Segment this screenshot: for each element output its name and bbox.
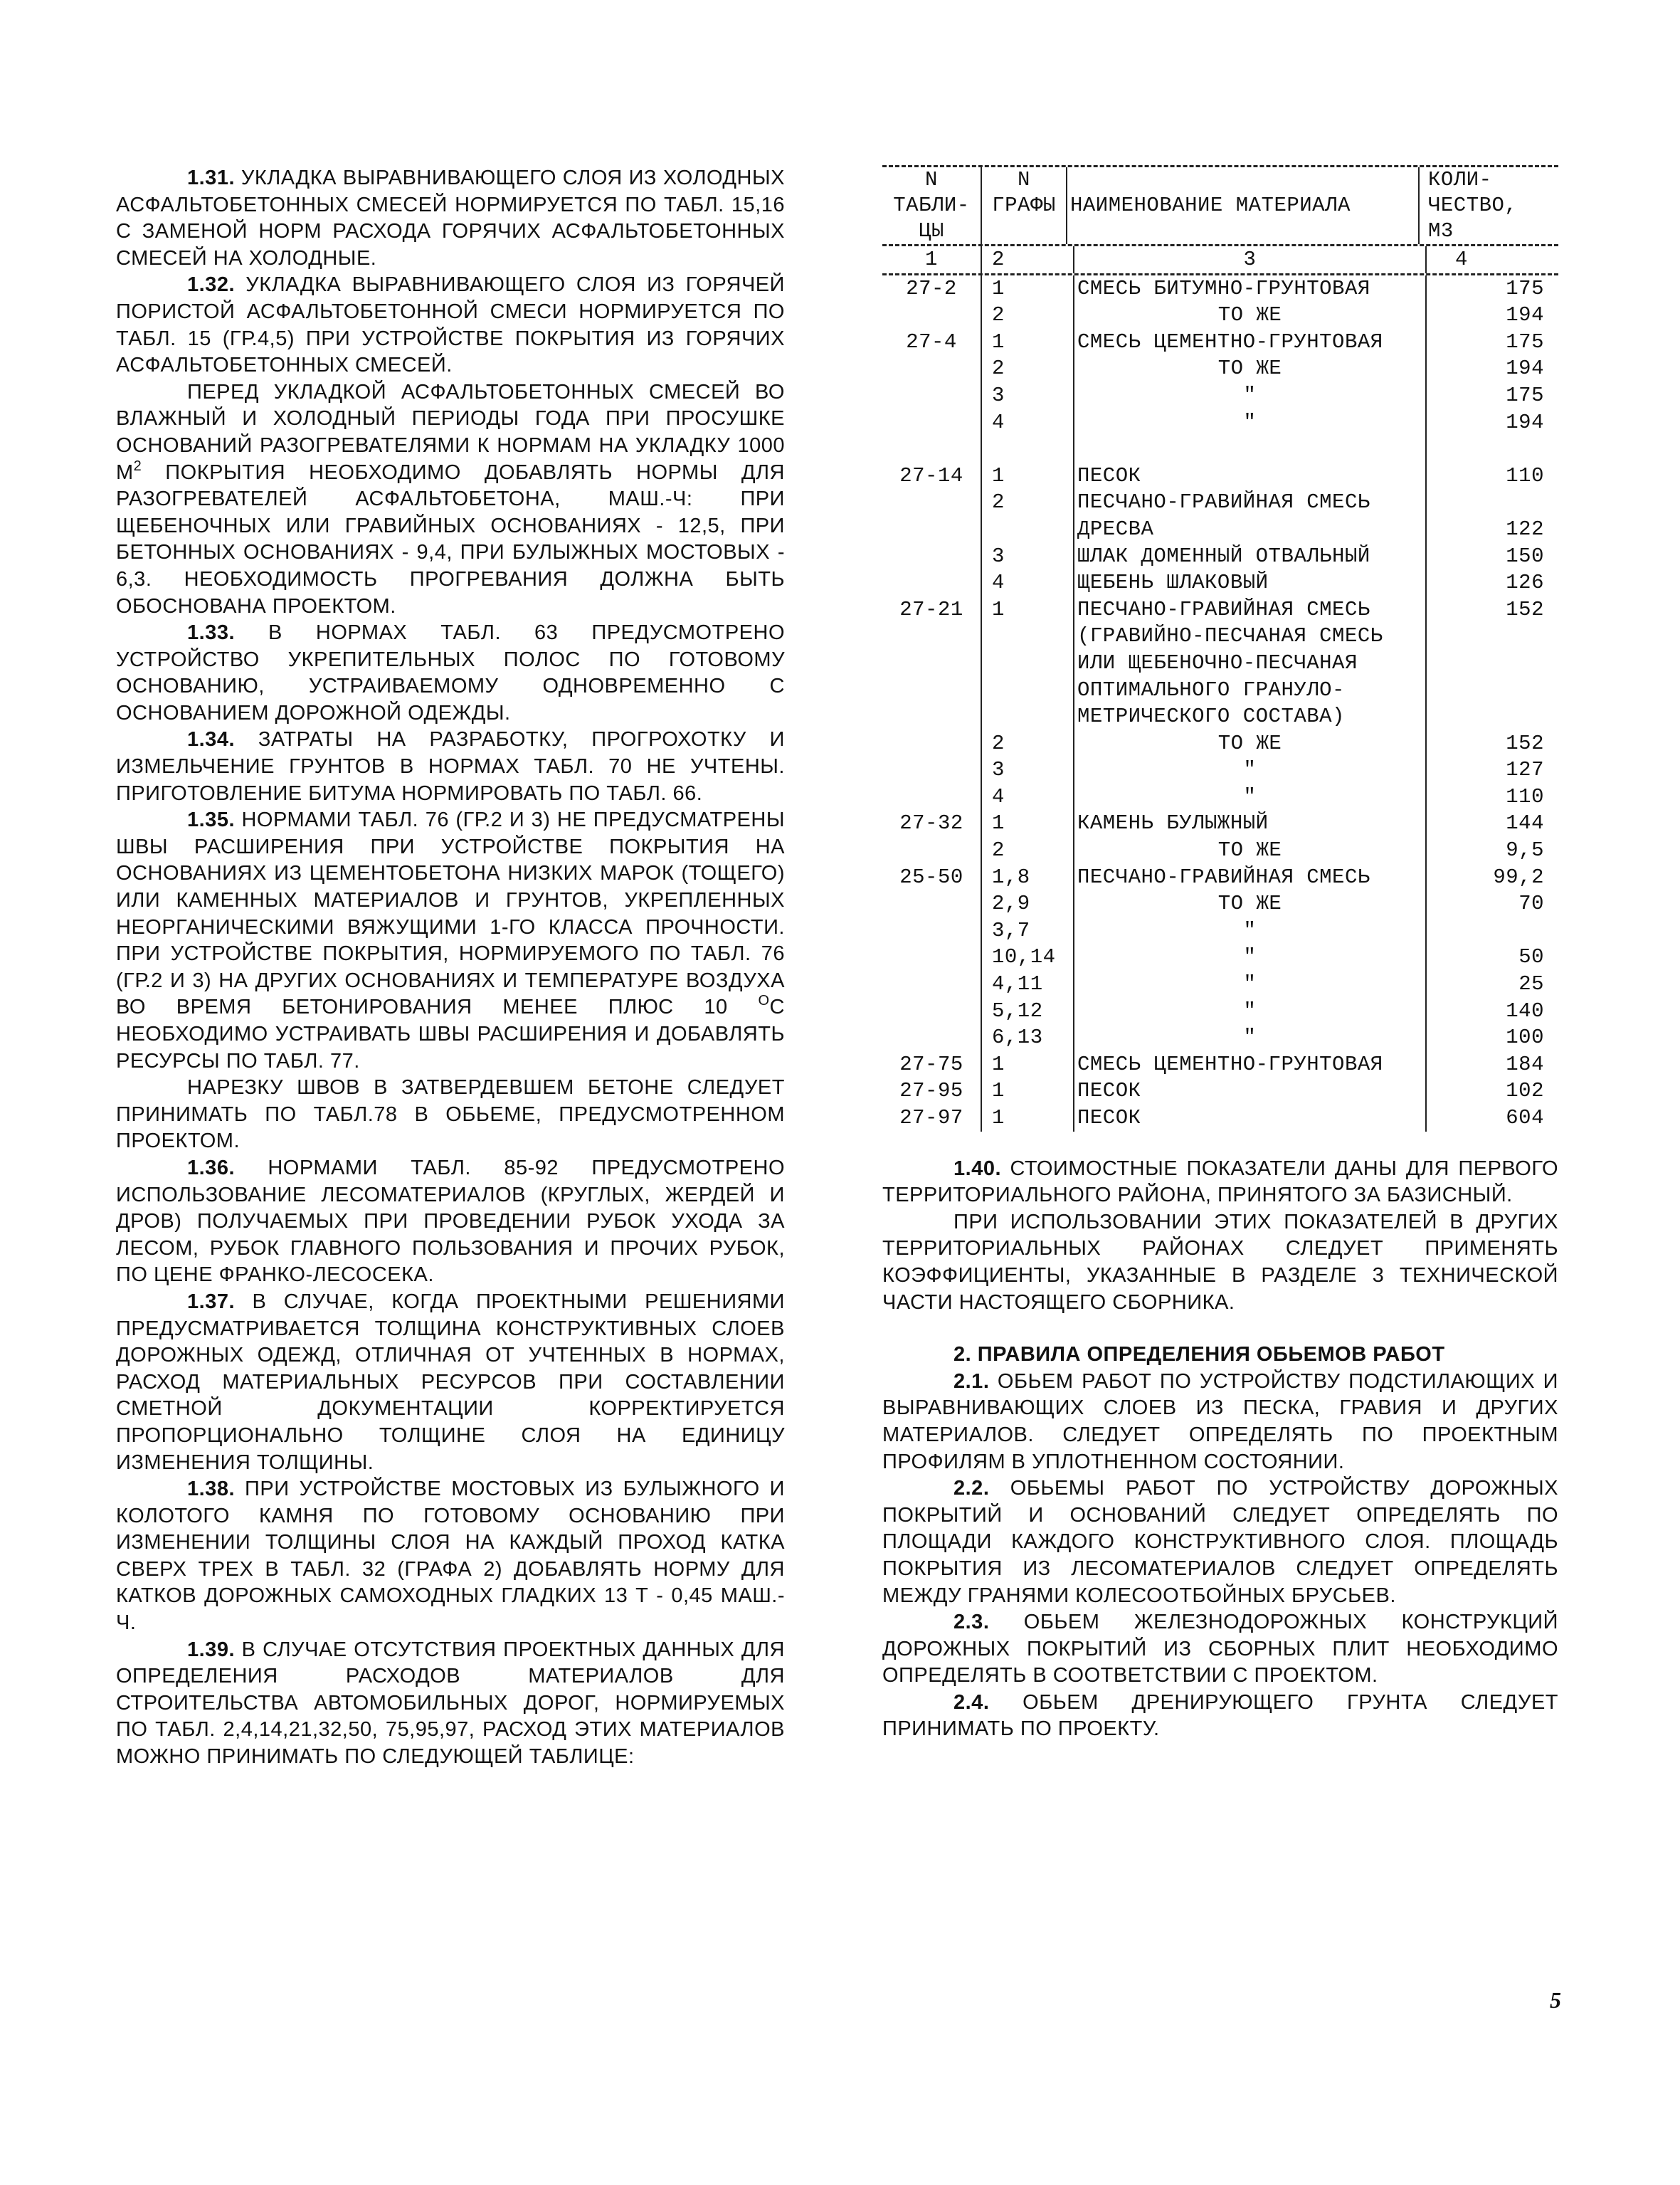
cell-column-number: [981, 436, 1074, 463]
table-row: [882, 971, 1558, 998]
cell-table-number: [882, 677, 981, 704]
cell-quantity: 126: [1506, 571, 1544, 595]
cell-column-number: 2: [981, 730, 1074, 757]
paragraph-1-35: 1.35. НОРМАМИ ТАБЛ. 76 (ГР.2 И 3) НЕ ПРЕДУСМАТРЕНЫ ШВЫ РАСШИРЕНИЯ ПРИ УСТРОЙСТВЕ ПОКРЫТИЯ НА ОСНОВАНИЯХ ИЗ ЦЕМЕНТОБЕТОНА НИЗКИХ МАРОК (ТОЩЕГО) ИЛИ КАМЕННЫХ МАТЕРИАЛОВ И ГРУНТОВ, УКРЕПЛЕННЫХ НЕОРГАНИЧЕСКИМИ ВЯЖУЩИМИ 1-ГО КЛАССА ПРОЧНОСТИ. ПРИ УСТРОЙСТВЕ ПОКРЫТИЯ, НОРМИРУЕМОГО ПО ТАБЛ. 76 (ГР.2 И 3) НА ДРУГИХ ОСНОВАНИЯХ И ТЕМПЕРАТУРЕ ВОЗДУХА ВО ВРЕМЯ БЕТОНИРОВАНИЯ МЕНЕЕ ПЛЮС 10 $^О$С НЕОБХОДИМО УСТРАИВАТЬ ШВЫ РАСШИРЕНИЯ И ДОБАВЛЯТЬ РЕСУРСЫ ПО ТАБЛ. 77.: [116, 809, 785, 1073]
cell-quantity: [1426, 436, 1558, 463]
cell-column-number: 2: [981, 489, 1074, 516]
table-row: [882, 917, 1558, 944]
paragraph-2-4: 2.4. ОБЬЕМ ДРЕНИРУЮЩЕГО ГРУНТА СЛЕДУЕТ ПРИНИМАТЬ ПО ПРОЕКТУ.: [882, 1690, 1558, 1741]
cell-quantity: 9,5: [1506, 838, 1544, 863]
cell-column-number: [981, 623, 1074, 650]
paragraph-regional-use: ПРИ ИСПОЛЬЗОВАНИИ ЭТИХ ПОКАЗАТЕЛЕЙ В ДРУГИХ ТЕРРИТОРИАЛЬНЫХ РАЙОНАХ СЛЕДУЕТ ПРИМЕНЯТЬ КОЭФФИЦИЕНТЫ, УКАЗАННЫЕ В РАЗДЕЛЕ 3 ТЕХНИЧЕСКОЙ ЧАСТИ НАСТОЯЩЕГО СБОРНИКА.: [882, 1210, 1558, 1314]
cell-material: ": [1074, 944, 1426, 971]
cell-column-number: [981, 703, 1074, 730]
cell-quantity: 175: [1506, 276, 1544, 300]
table-row: [882, 516, 1558, 543]
cell-column-number: 2: [981, 302, 1074, 329]
table-row: [882, 623, 1558, 650]
cell-table-number: [882, 890, 981, 917]
table-row: [882, 409, 1558, 436]
cell-material: ": [1074, 382, 1426, 409]
table-row: [882, 355, 1558, 382]
cell-table-number: [882, 650, 981, 677]
cell-column-number: [981, 650, 1074, 677]
cell-material: ТО ЖЕ: [1074, 730, 1426, 757]
cell-table-number: [882, 302, 981, 329]
cell-quantity: 122: [1506, 517, 1544, 541]
table-row: [882, 703, 1558, 730]
cell-quantity: 194: [1506, 303, 1544, 327]
right-column: [882, 165, 1558, 1743]
cell-column-number: 1: [981, 596, 1074, 623]
cell-quantity: 152: [1506, 731, 1544, 755]
table-row: [882, 757, 1558, 784]
table-row: [882, 730, 1558, 757]
cell-material: [1074, 436, 1426, 463]
cell-table-number: [882, 971, 981, 998]
cell-material: ": [1074, 409, 1426, 436]
cell-column-number: 3,7: [981, 917, 1074, 944]
cell-table-number: 27-97: [882, 1105, 981, 1132]
table-row: [882, 275, 1558, 302]
cell-table-number: 27-95: [882, 1078, 981, 1105]
cell-material: МЕТРИЧЕСКОГО СОСТАВА): [1074, 703, 1426, 730]
cell-material: ПЕСОК: [1074, 1078, 1426, 1105]
cell-column-number: [981, 677, 1074, 704]
cell-material: ДРЕСВА: [1074, 516, 1426, 543]
cell-table-number: [882, 489, 981, 516]
table-row: [882, 463, 1558, 490]
cell-quantity: 140: [1506, 999, 1544, 1023]
table-row: [882, 944, 1558, 971]
section-2-heading: 2. ПРАВИЛА ОПРЕДЕЛЕНИЯ ОБЬЕМОВ РАБОТ: [953, 1343, 1445, 1367]
paragraph-1-34: 1.34. ЗАТРАТЫ НА РАЗРАБОТКУ, ПРОГРОХОТКУ И ИЗМЕЛЬЧЕНИЕ ГРУНТОВ В НОРМАХ ТАБЛ. 70 НЕ УЧТЕНЫ. ПРИГОТОВЛЕНИЕ БИТУМА НОРМИРОВАТЬ ПО ТАБЛ. 66.: [116, 728, 785, 805]
cell-column-number: [981, 516, 1074, 543]
cell-quantity: 184: [1506, 1052, 1544, 1076]
cell-column-number: 4: [981, 409, 1074, 436]
cell-table-number: 27-4: [882, 329, 981, 356]
cell-table-number: [882, 944, 981, 971]
cell-table-number: [882, 784, 981, 811]
table-row: [882, 302, 1558, 329]
cell-material: ЩЕБЕНЬ ШЛАКОВЫЙ: [1074, 569, 1426, 596]
cell-quantity: [1426, 677, 1558, 704]
cell-table-number: [882, 837, 981, 864]
paragraph-2-3: 2.3. ОБЬЕМ ЖЕЛЕЗНОДОРОЖНЫХ КОНСТРУКЦИЙ ДОРОЖНЫХ ПОКРЫТИЙ ИЗ СБОРНЫХ ПЛИТ НЕОБХОДИМО ОПРЕДЕЛЯТЬ В СООТВЕТСТВИИ С ПРОЕКТОМ.: [882, 1611, 1558, 1688]
page-number: 5: [1550, 1987, 1561, 2013]
cell-table-number: 27-2: [882, 275, 981, 302]
cell-table-number: [882, 516, 981, 543]
cell-table-number: [882, 382, 981, 409]
cell-material: ИЛИ ЩЕБЕНОЧНО-ПЕСЧАНАЯ: [1074, 650, 1426, 677]
cell-table-number: [882, 917, 981, 944]
cell-material: ОПТИМАЛЬНОГО ГРАНУЛО-: [1074, 677, 1426, 704]
cell-material: СМЕСЬ ЦЕМЕНТНО-ГРУНТОВАЯ: [1074, 1051, 1426, 1078]
cell-column-number: 2: [981, 355, 1074, 382]
column-number-row: [882, 246, 1558, 273]
cell-table-number: [882, 355, 981, 382]
cell-quantity: [1426, 917, 1558, 944]
paragraph-2-2: 2.2. ОБЬЕМЫ РАБОТ ПО УСТРОЙСТВУ ДОРОЖНЫХ ПОКРЫТИЙ И ОСНОВАНИЙ СЛЕДУЕТ ОПРЕДЕЛЯТЬ ПО ПЛОЩАДИ КАЖДОГО КОНСТРУКТИВНОГО СЛОЯ. ПЛОЩАДЬ ПОКРЫТИЯ ИЗ ЛЕСОМАТЕРИАЛОВ СЛЕДУЕТ ОПРЕДЕЛЯТЬ МЕЖДУ ГРАНЯМИ КОЛЕСООТБОЙНЫХ БРУСЬЕВ.: [882, 1477, 1558, 1607]
cell-material: ТО ЖЕ: [1074, 890, 1426, 917]
cell-quantity: 144: [1506, 811, 1544, 836]
cell-quantity: 194: [1506, 410, 1544, 434]
paragraph-1-33: 1.33. В НОРМАХ ТАБЛ. 63 ПРЕДУСМОТРЕНО УСТРОЙСТВО УКРЕПИТЕЛЬНЫХ ПОЛОС ПО ГОТОВОМУ ОСНОВАНИЮ, УСТРАИВАЕМОМУ ОДНОВРЕМЕННО С ОСНОВАНИЕМ ДОРОЖНОЙ ОДЕЖДЫ.: [116, 621, 785, 725]
table-header: [882, 167, 1558, 244]
cell-column-number: 1: [981, 1078, 1074, 1105]
cell-column-number: 6,13: [981, 1024, 1074, 1051]
cell-quantity: 175: [1506, 330, 1544, 354]
cell-quantity: [1426, 650, 1558, 677]
header-column-number: N ГРАФЫ: [981, 167, 1067, 244]
table-row: [882, 489, 1558, 516]
cell-table-number: [882, 730, 981, 757]
paragraph-1-36: 1.36. НОРМАМИ ТАБЛ. 85-92 ПРЕДУСМОТРЕНО ИСПОЛЬЗОВАНИЕ ЛЕСОМАТЕРИАЛОВ (КРУГЛЫХ, ЖЕРДЕЙ И ДРОВ) ПОЛУЧАЕМЫХ ПРИ ПРОВЕДЕНИИ РУБОК УХОДА ЗА ЛЕСОМ, РУБОК ГЛАВНОГО ПОЛЬЗОВАНИЯ И ПРОЧИХ РУБОК, ПО ЦЕНЕ ФРАНКО-ЛЕСОСЕКА.: [116, 1156, 785, 1287]
cell-quantity: [1426, 703, 1558, 730]
cell-material: ": [1074, 784, 1426, 811]
table-row: [882, 864, 1558, 891]
cell-column-number: 1: [981, 810, 1074, 837]
table-row: [882, 810, 1558, 837]
cell-table-number: 27-14: [882, 463, 981, 490]
cell-column-number: 1: [981, 275, 1074, 302]
table-column-numbers: [882, 246, 1558, 273]
cell-quantity: [1426, 489, 1558, 516]
table-row: [882, 1051, 1558, 1078]
cell-table-number: [882, 757, 981, 784]
cell-quantity: 102: [1506, 1079, 1544, 1103]
cell-material: ": [1074, 971, 1426, 998]
table-row: [882, 436, 1558, 463]
table-row: [882, 890, 1558, 917]
cell-table-number: [882, 703, 981, 730]
paragraph-1-32: 1.32. УКЛАДКА ВЫРАВНИВАЮЩЕГО СЛОЯ ИЗ ГОРЯЧЕЙ ПОРИСТОЙ АСФАЛЬТОБЕТОННОЙ СМЕСИ НОРМИРУЕТСЯ ПО ТАБЛ. 15 (ГР.4,5) ПРИ УСТРОЙСТВЕ ПОКРЫТИЯ ИЗ ГОРЯЧИХ АСФАЛЬТОБЕТОННЫХ СМЕСЕЙ.: [116, 273, 785, 377]
cell-quantity: 99,2: [1493, 865, 1544, 889]
cell-column-number: 4: [981, 784, 1074, 811]
cell-column-number: 5,12: [981, 998, 1074, 1025]
colnum-2: 2: [981, 246, 1074, 273]
cell-quantity: [1426, 623, 1558, 650]
paragraph-1-37: 1.37. В СЛУЧАЕ, КОГДА ПРОЕКТНЫМИ РЕШЕНИЯМИ ПРЕДУСМАТРИВАЕТСЯ ТОЛЩИНА КОНСТРУКТИВНЫХ СЛОЕВ ДОРОЖНЫХ ОДЕЖД, ОТЛИЧНАЯ ОТ УЧТЕННЫХ В НОРМАХ, РАСХОД МАТЕРИАЛЬНЫХ РЕСУРСОВ ПРИ СОСТАВЛЕНИИ СМЕТНОЙ ДОКУМЕНТАЦИИ КОРРЕКТИРУЕТСЯ ПРОПОРЦИОНАЛЬНО ТОЛЩИНЕ СЛОЯ НА ЕДИНИЦУ ИЗМЕНЕНИЯ ТОЛЩИНЫ.: [116, 1290, 785, 1474]
cell-table-number: [882, 409, 981, 436]
table-row: [882, 784, 1558, 811]
cell-table-number: 27-21: [882, 596, 981, 623]
cell-material: (ГРАВИЙНО-ПЕСЧАНАЯ СМЕСЬ: [1074, 623, 1426, 650]
colnum-3: 3: [1074, 246, 1426, 273]
cell-table-number: [882, 998, 981, 1025]
left-column: [116, 165, 785, 1771]
table-row: [882, 569, 1558, 596]
cell-quantity: 152: [1506, 597, 1544, 621]
table-row: [882, 837, 1558, 864]
cell-material: СМЕСЬ БИТУМНО-ГРУНТОВАЯ: [1074, 275, 1426, 302]
cell-quantity: 25: [1518, 972, 1544, 996]
table-row: [882, 1078, 1558, 1105]
cell-column-number: 1: [981, 1105, 1074, 1132]
cell-material: ": [1074, 998, 1426, 1025]
cell-quantity: 110: [1506, 784, 1544, 809]
table-row: [882, 677, 1558, 704]
cell-column-number: 1: [981, 1051, 1074, 1078]
paragraph-joint-cutting: НАРЕЗКУ ШВОВ В ЗАТВЕРДЕВШЕМ БЕТОНЕ СЛЕДУЕТ ПРИНИМАТЬ ПО ТАБЛ.78 В ОБЬЕМЕ, ПРЕДУСМОТРЕННОМ ПРОЕКТОМ.: [116, 1076, 785, 1153]
paragraph-heating: ПЕРЕД УКЛАДКОЙ АСФАЛЬТОБЕТОННЫХ СМЕСЕЙ ВО ВЛАЖНЫЙ И ХОЛОДНЫЙ ПЕРИОДЫ ГОДА ПРИ ПРОСУШКЕ ОСНОВАНИЙ РАЗОГРЕВАТЕЛЯМИ К НОРМАМ НА УКЛАДКУ 1000 $М^2$ ПОКРЫТИЯ НЕОБХОДИМО ДОБАВЛЯТЬ НОРМЫ ДЛЯ РАЗОГРЕВАТЕЛЕЙ АСФАЛЬТОБЕТОНА, МАШ.-Ч: ПРИ ЩЕБЕНОЧНЫХ ИЛИ ГРАВИЙНЫХ ОСНОВАНИЯХ - 12,5, ПРИ БЕТОННЫХ ОСНОВАНИЯХ - 9,4, ПРИ БУЛЫЖНЫХ МОСТОВЫХ - 6,3. НЕОБХОДИМОСТЬ ПРОГРЕВАНИЯ ДОЛЖНА БЫТЬ ОБОСНОВАНА ПРОЕКТОМ.: [116, 380, 785, 618]
table-row: [882, 543, 1558, 570]
cell-quantity: 150: [1506, 544, 1544, 568]
cell-table-number: [882, 543, 981, 570]
cell-column-number: 1,8: [981, 864, 1074, 891]
cell-quantity: 194: [1506, 357, 1544, 381]
cell-table-number: 25-50: [882, 864, 981, 891]
cell-material: ПЕСЧАНО-ГРАВИЙНАЯ СМЕСЬ: [1074, 489, 1426, 516]
cell-material: ": [1074, 917, 1426, 944]
cell-table-number: [882, 569, 981, 596]
cell-material: ": [1074, 757, 1426, 784]
table-row: [882, 382, 1558, 409]
cell-material: ПЕСОК: [1074, 463, 1426, 490]
cell-table-number: 27-32: [882, 810, 981, 837]
cell-column-number: 3: [981, 382, 1074, 409]
table-row: [882, 329, 1558, 356]
cell-column-number: 3: [981, 543, 1074, 570]
cell-column-number: 10,14: [981, 944, 1074, 971]
cell-material: ШЛАК ДОМЕННЫЙ ОТВАЛЬНЫЙ: [1074, 543, 1426, 570]
cell-table-number: [882, 623, 981, 650]
cell-material: ТО ЖЕ: [1074, 837, 1426, 864]
cell-quantity: 70: [1518, 892, 1544, 916]
cell-material: ": [1074, 1024, 1426, 1051]
table-row: [882, 596, 1558, 623]
cell-material: СМЕСЬ ЦЕМЕНТНО-ГРУНТОВАЯ: [1074, 329, 1426, 356]
cell-quantity: 100: [1506, 1026, 1544, 1050]
table-row: [882, 998, 1558, 1025]
cell-material: КАМЕНЬ БУЛЫЖНЫЙ: [1074, 810, 1426, 837]
cell-table-number: 27-75: [882, 1051, 981, 1078]
header-material-name: НАИМЕНОВАНИЕ МАТЕРИАЛА: [1067, 167, 1419, 244]
cell-column-number: 1: [981, 329, 1074, 356]
cell-material: ТО ЖЕ: [1074, 355, 1426, 382]
cell-quantity: 604: [1506, 1106, 1544, 1130]
cell-material: ПЕСОК: [1074, 1105, 1426, 1132]
paragraph-1-38: 1.38. ПРИ УСТРОЙСТВЕ МОСТОВЫХ ИЗ БУЛЫЖНОГО И КОЛОТОГО КАМНЯ ПО ГОТОВОМУ ОСНОВАНИЮ ПРИ ИЗМЕНЕНИИ ТОЛЩИНЫ СЛОЯ НА КАЖДЫЙ ПРОХОД КАТКА СВЕРХ ТРЕХ В ТАБЛ. 32 (ГРАФА 2) ДОБАВЛЯТЬ НОРМУ ДЛЯ КАТКОВ ДОРОЖНЫХ САМОХОДНЫХ ГЛАДКИХ 13 Т - 0,45 МАШ.-Ч.: [116, 1478, 785, 1635]
paragraph-1-40: 1.40. СТОИМОСТНЫЕ ПОКАЗАТЕЛИ ДАНЫ ДЛЯ ПЕРВОГО ТЕРРИТОРИАЛЬНОГО РАЙОНА, ПРИНЯТОГО ЗА БАЗИСНЫЙ.: [882, 1157, 1558, 1207]
cell-column-number: 4: [981, 569, 1074, 596]
paragraph-1-31: 1.31. УКЛАДКА ВЫРАВНИВАЮЩЕГО СЛОЯ ИЗ ХОЛОДНЫХ АСФАЛЬТОБЕТОННЫХ СМЕСЕЙ НОРМИРУЕТСЯ ПО ТАБЛ. 15,16 С ЗАМЕНОЙ НОРМ РАСХОДА ГОРЯЧИХ АСФАЛЬТОБЕТОННЫХ СМЕСЕЙ НА ХОЛОДНЫЕ.: [116, 167, 785, 270]
header-quantity: КОЛИ-ЧЕСТВО, М3: [1428, 168, 1518, 243]
cell-quantity: 175: [1506, 383, 1544, 407]
cell-material: ПЕСЧАНО-ГРАВИЙНАЯ СМЕСЬ: [1074, 596, 1426, 623]
header-row: [882, 167, 1558, 244]
table-row: [882, 1024, 1558, 1051]
table-row: [882, 650, 1558, 677]
cell-column-number: 3: [981, 757, 1074, 784]
cell-column-number: 2,9: [981, 890, 1074, 917]
cell-table-number: [882, 1024, 981, 1051]
colnum-1: 1: [882, 246, 981, 273]
cell-material: ТО ЖЕ: [1074, 302, 1426, 329]
paragraph-1-39: 1.39. В СЛУЧАЕ ОТСУТСТВИЯ ПРОЕКТНЫХ ДАННЫХ ДЛЯ ОПРЕДЕЛЕНИЯ РАСХОДОВ МАТЕРИАЛОВ ДЛЯ СТРОИТЕЛЬСТВА АВТОМОБИЛЬНЫХ ДОРОГ, НОРМИРУЕМЫХ ПО ТАБЛ. 2,4,14,21,32,50, 75,95,97, РАСХОД ЭТИХ МАТЕРИАЛОВ МОЖНО ПРИНИМАТЬ ПО СЛЕДУЮЩЕЙ ТАБЛИЦЕ:: [116, 1638, 785, 1769]
header-table-number: N ТАБЛИ-ЦЫ: [882, 167, 981, 244]
cell-column-number: 4,11: [981, 971, 1074, 998]
cell-column-number: 1: [981, 463, 1074, 490]
cell-table-number: [882, 436, 981, 463]
table-body: [882, 275, 1558, 1132]
cell-quantity: 127: [1506, 758, 1544, 782]
paragraph-2-1: 2.1. ОБЬЕМ РАБОТ ПО УСТРОЙСТВУ ПОДСТИЛАЮЩИХ И ВЫРАВНИВАЮЩИХ СЛОЕВ ИЗ ПЕСКА, ГРАВИЯ И ДРУГИХ МАТЕРИАЛОВ. СЛЕДУЕТ ОПРЕДЕЛЯТЬ ПО ПРОЕКТНЫМ ПРОФИЛЯМ В УПЛОТНЕННОМ СОСТОЯНИИ.: [882, 1369, 1558, 1473]
colnum-4: 4: [1455, 248, 1468, 271]
cell-material: ПЕСЧАНО-ГРАВИЙНАЯ СМЕСЬ: [1074, 864, 1426, 891]
table-row: [882, 1105, 1558, 1132]
cell-quantity: 50: [1518, 945, 1544, 969]
cell-column-number: 2: [981, 837, 1074, 864]
cell-quantity: 110: [1506, 463, 1544, 488]
materials-table: [882, 165, 1558, 1132]
